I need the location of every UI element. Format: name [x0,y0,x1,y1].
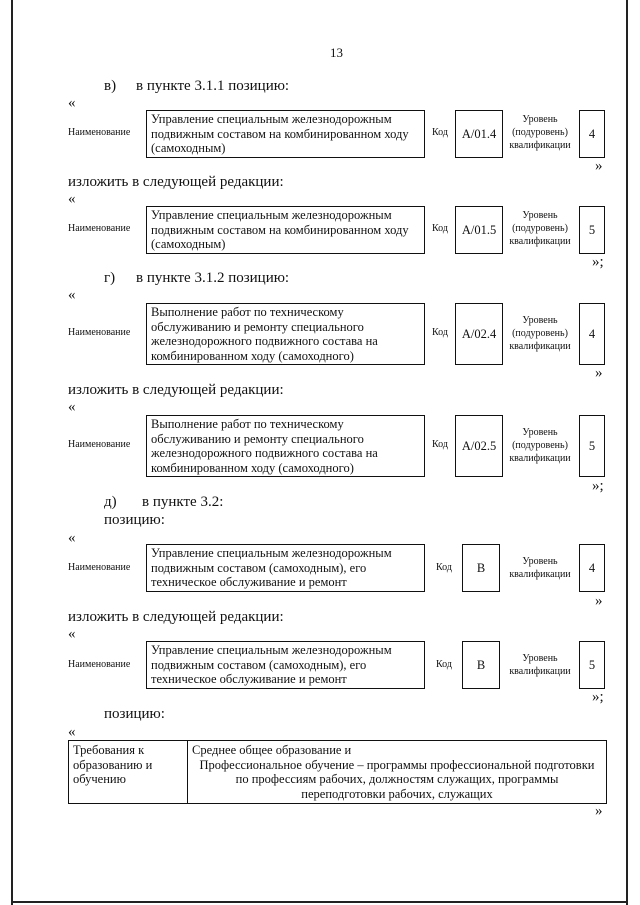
name-line: подвижным составом (самоходным), его [151,560,367,575]
name-line: подвижным составом (самоходным), его [151,657,367,672]
name-line: комбинированном ходу (самоходного) [151,460,354,475]
table-row [69,741,607,804]
name-box [146,544,425,592]
name-label: Наименование [68,439,131,450]
name-line: техническое обслуживание и ремонт [151,672,347,686]
section-v-marker: в) [104,78,117,94]
code-label: Код [432,127,448,138]
level-box: 5 [579,206,605,254]
level-label: Уровень (подуровень) квалификации [509,210,571,247]
open-quote: « [68,287,76,303]
name-line: обслуживанию и ремонту специального [151,431,364,446]
name-line: Выполнение работ по техническому [151,417,344,431]
name-box [146,303,425,365]
page-border-right [626,0,628,905]
code-label: Код [432,327,448,338]
name-line: Управление специальным железнодорожным [151,208,392,222]
level-label: Уровень квалификации [509,556,571,580]
level-box: 4 [579,110,605,158]
close-quote: » [595,365,603,381]
name-box [146,415,425,477]
open-quote: « [68,724,76,740]
section-pos-heading: позицию: [104,706,165,722]
name-box [146,206,425,254]
code-box: A/02.5 [455,415,503,477]
open-quote: « [68,399,76,415]
section-d-marker: д) [104,494,117,510]
close-quote-semicolon: »; [592,689,604,705]
code-box: B [462,641,500,689]
code-label: Код [436,659,452,670]
level-box: 4 [579,544,605,592]
name-line: (самоходным) [151,237,226,251]
section-d-heading: в пункте 3.2: [142,494,224,510]
close-quote-semicolon: »; [592,254,604,270]
open-quote: « [68,626,76,642]
name-line: подвижным составом на комбинированном ходу [151,222,409,237]
name-label: Наименование [68,659,131,670]
code-box: A/02.4 [455,303,503,365]
code-box: A/01.4 [455,110,503,158]
level-box: 4 [579,303,605,365]
close-quote: » [595,158,603,174]
rewrite-text: изложить в следующей редакции: [68,382,284,398]
name-label: Наименование [68,327,131,338]
name-box [146,641,425,689]
requirements-label-cell: Требования к образованию и обучению [69,741,188,804]
section-g-marker: г) [104,270,116,286]
level-label: Уровень (подуровень) квалификации [509,427,571,464]
name-line: обслуживанию и ремонту специального [151,319,364,334]
rewrite-text: изложить в следующей редакции: [68,609,284,625]
page-border-left [11,0,13,905]
name-line: железнодорожного подвижного состава на [151,334,378,348]
section-g-heading: в пункте 3.1.2 позицию: [136,270,290,286]
open-quote: « [68,530,76,546]
level-box: 5 [579,415,605,477]
name-line: подвижным составом на комбинированном ходу [151,126,409,141]
name-line: (самоходным) [151,141,226,155]
rewrite-text: изложить в следующей редакции: [68,174,284,190]
name-box [146,110,425,158]
page-number: 13 [330,45,343,60]
close-quote: » [595,803,603,819]
level-label: Уровень квалификации [509,653,571,677]
code-box: A/01.5 [455,206,503,254]
name-line: Управление специальным железнодорожным [151,546,392,560]
section-d-subheading: позицию: [104,512,165,528]
level-box: 5 [579,641,605,689]
requirements-value-cell: Среднее общее образование и Профессиональное обучение – программы профессиональной подготовки по профессиям рабочих, должностям служащих, программы переподготовки рабочих, служащих [188,741,607,804]
code-label: Код [432,439,448,450]
level-label: Уровень (подуровень) квалификации [509,114,571,151]
name-line: комбинированном ходу (самоходного) [151,348,354,363]
name-line: Управление специальным железнодорожным [151,112,392,126]
open-quote: « [68,191,76,207]
section-v-heading: в пункте 3.1.1 позицию: [136,78,290,94]
close-quote-semicolon: »; [592,478,604,494]
code-label: Код [432,223,448,234]
name-line: техническое обслуживание и ремонт [151,575,347,589]
code-box: B [462,544,500,592]
code-label: Код [436,562,452,573]
name-line: железнодорожного подвижного состава на [151,446,378,460]
name-line: Выполнение работ по техническому [151,305,344,319]
close-quote: » [595,593,603,609]
name-line: Управление специальным железнодорожным [151,643,392,657]
open-quote: « [68,95,76,111]
page-border-bottom [11,901,628,903]
requirements-table [68,740,607,804]
name-label: Наименование [68,223,131,234]
name-label: Наименование [68,127,131,138]
level-label: Уровень (подуровень) квалификации [509,315,571,352]
name-label: Наименование [68,562,131,573]
